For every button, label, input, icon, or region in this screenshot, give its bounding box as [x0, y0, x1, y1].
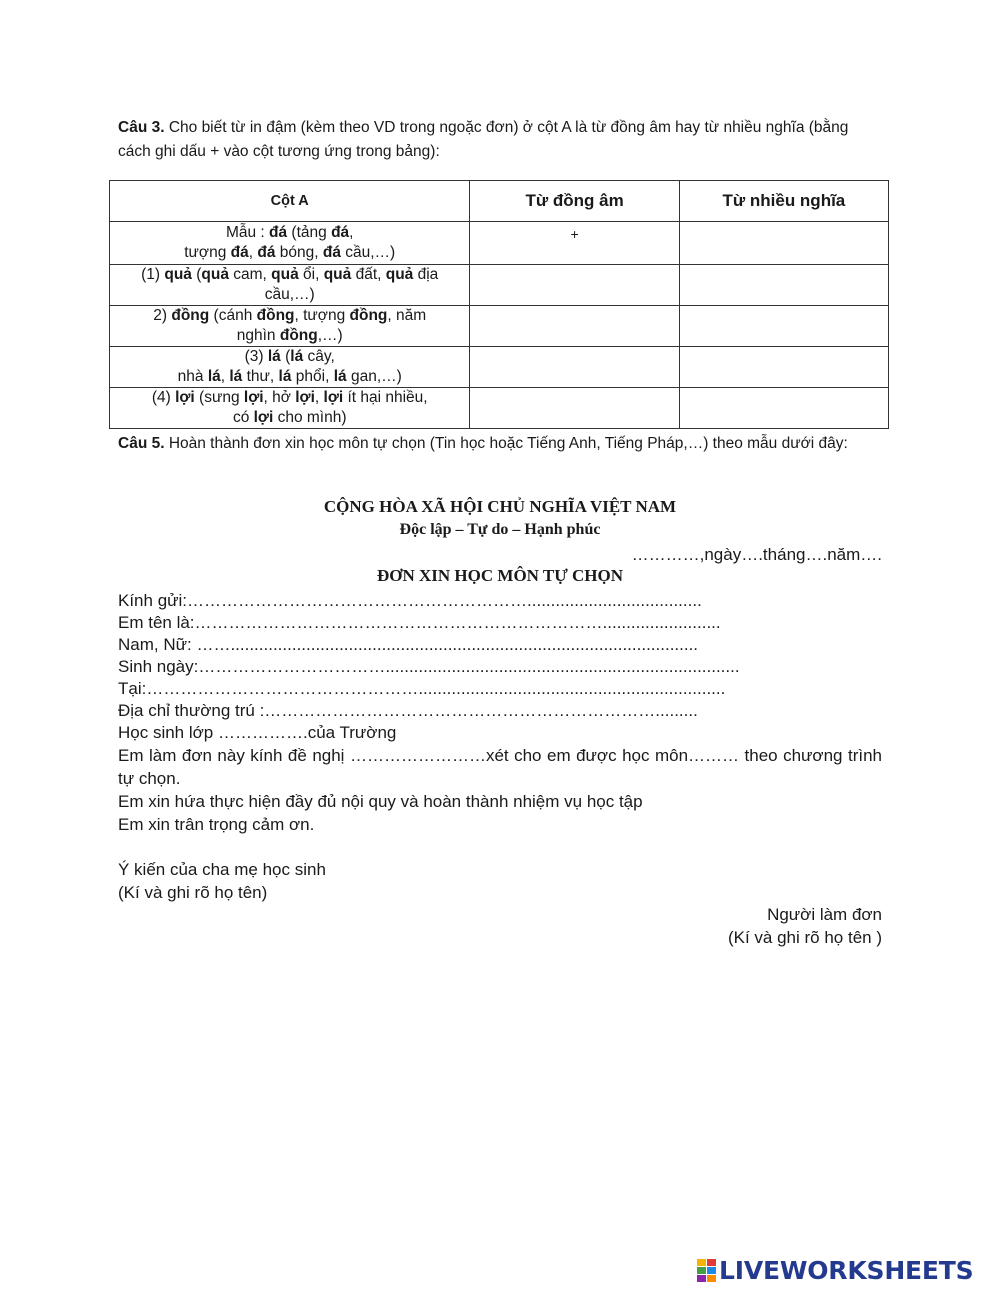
table-row	[110, 347, 889, 388]
question-5	[118, 432, 878, 456]
header-cot-a: Cột A	[110, 181, 470, 222]
field-dia-chi[interactable]: Địa chỉ thường trú :…………………………………………………………….........	[118, 701, 698, 720]
row-3-nhieu-nghia[interactable]	[679, 347, 888, 388]
row-4-text: (4) lợi (sưng lợi, hở lợi, lợi ít hại nhiều, có lợi cho mình)	[110, 388, 470, 429]
form-title: ĐƠN XIN HỌC MÔN TỰ CHỌN	[376, 566, 624, 585]
row-4-nhieu-nghia[interactable]	[679, 388, 888, 429]
request-paragraph: Em làm đơn này kính đề nghị ……………………xét cho em được học môn……… theo chương trình tự chọn.	[118, 746, 882, 788]
row-3-text: (3) lá (lá cây, nhà lá, lá thư, lá phổi, lá gan,…)	[110, 347, 470, 388]
row-2-dong-am[interactable]	[470, 306, 679, 347]
logo-text: LIVEWORKSHEETS	[719, 1256, 974, 1285]
question-3-text: Cho biết từ in đậm (kèm theo VD trong ngoặc đơn) ở cột A là từ đồng âm hay từ nhiều nghĩa (bằng cách ghi dấu + vào cột tương ứng trong bảng):	[118, 119, 849, 160]
table-row	[110, 306, 889, 347]
row-4-dong-am[interactable]	[470, 388, 679, 429]
logo-blocks-icon	[697, 1259, 716, 1282]
thanks-line: Em xin trân trọng cảm ơn.	[118, 815, 315, 834]
field-sinh-ngay[interactable]: Sinh ngày:……………………………...........................................................................	[118, 657, 740, 676]
table-row	[110, 222, 889, 265]
row-sample-nhieu-nghia[interactable]	[679, 222, 888, 265]
row-1-text: (1) quả (quả cam, quả ổi, quả đất, quả địa cầu,…)	[110, 265, 470, 306]
question-5-label: Câu 5.	[118, 435, 165, 452]
parent-opinion-label: Ý kiến của cha mẹ học sinh	[118, 860, 326, 879]
question-5-text: Hoàn thành đơn xin học môn tự chọn (Tin học hoặc Tiếng Anh, Tiếng Pháp,…) theo mẫu dưới đây:	[164, 435, 848, 452]
classification-table	[109, 180, 889, 429]
field-hoc-sinh-lop[interactable]: Học sinh lớp …………….của Trường	[118, 723, 397, 742]
row-3-dong-am[interactable]	[470, 347, 679, 388]
row-1-nhieu-nghia[interactable]	[679, 265, 888, 306]
liveworksheets-logo	[697, 1256, 973, 1285]
header-nhieu-nghia: Từ nhiều nghĩa	[679, 181, 888, 222]
table-row	[110, 265, 889, 306]
applicant-label: Người làm đơn	[767, 905, 882, 924]
row-sample-dong-am: +	[470, 222, 679, 265]
row-sample-text: Mẫu : đá (tảng đá, tượng đá, đá bóng, đá cầu,…)	[110, 222, 470, 265]
promise-line: Em xin hứa thực hiện đầy đủ nội quy và hoàn thành nhiệm vụ học tập	[118, 792, 643, 811]
table-header-row	[110, 181, 889, 222]
question-3	[118, 116, 878, 164]
applicant-sign-note: (Kí và ghi rõ họ tên )	[727, 928, 882, 947]
field-kinh-gui[interactable]: Kính gửi:…………………………………………………….....................................	[118, 591, 702, 610]
parent-sign-note: (Kí và ghi rõ họ tên)	[118, 883, 268, 902]
table-row	[110, 388, 889, 429]
question-3-label: Câu 3.	[118, 119, 165, 136]
field-tai[interactable]: Tại:………………………………………….................................................................	[118, 679, 726, 698]
header-dong-am: Từ đồng âm	[470, 181, 679, 222]
row-1-dong-am[interactable]	[470, 265, 679, 306]
field-nam-nu[interactable]: Nam, Nữ: ……...................................................................................................	[118, 635, 699, 654]
row-2-nhieu-nghia[interactable]	[679, 306, 888, 347]
row-2-text: 2) đồng (cánh đồng, tượng đồng, năm nghìn đồng,…)	[110, 306, 470, 347]
field-em-ten-la[interactable]: Em tên là:……………………………………………………………….........................	[118, 613, 721, 632]
nation-heading: CỘNG HÒA XÃ HỘI CHỦ NGHĨA VIỆT NAM	[323, 497, 677, 516]
motto: Độc lập – Tự do – Hạnh phúc	[399, 521, 601, 538]
date-line[interactable]: …………,ngày….tháng….năm….	[631, 545, 882, 564]
